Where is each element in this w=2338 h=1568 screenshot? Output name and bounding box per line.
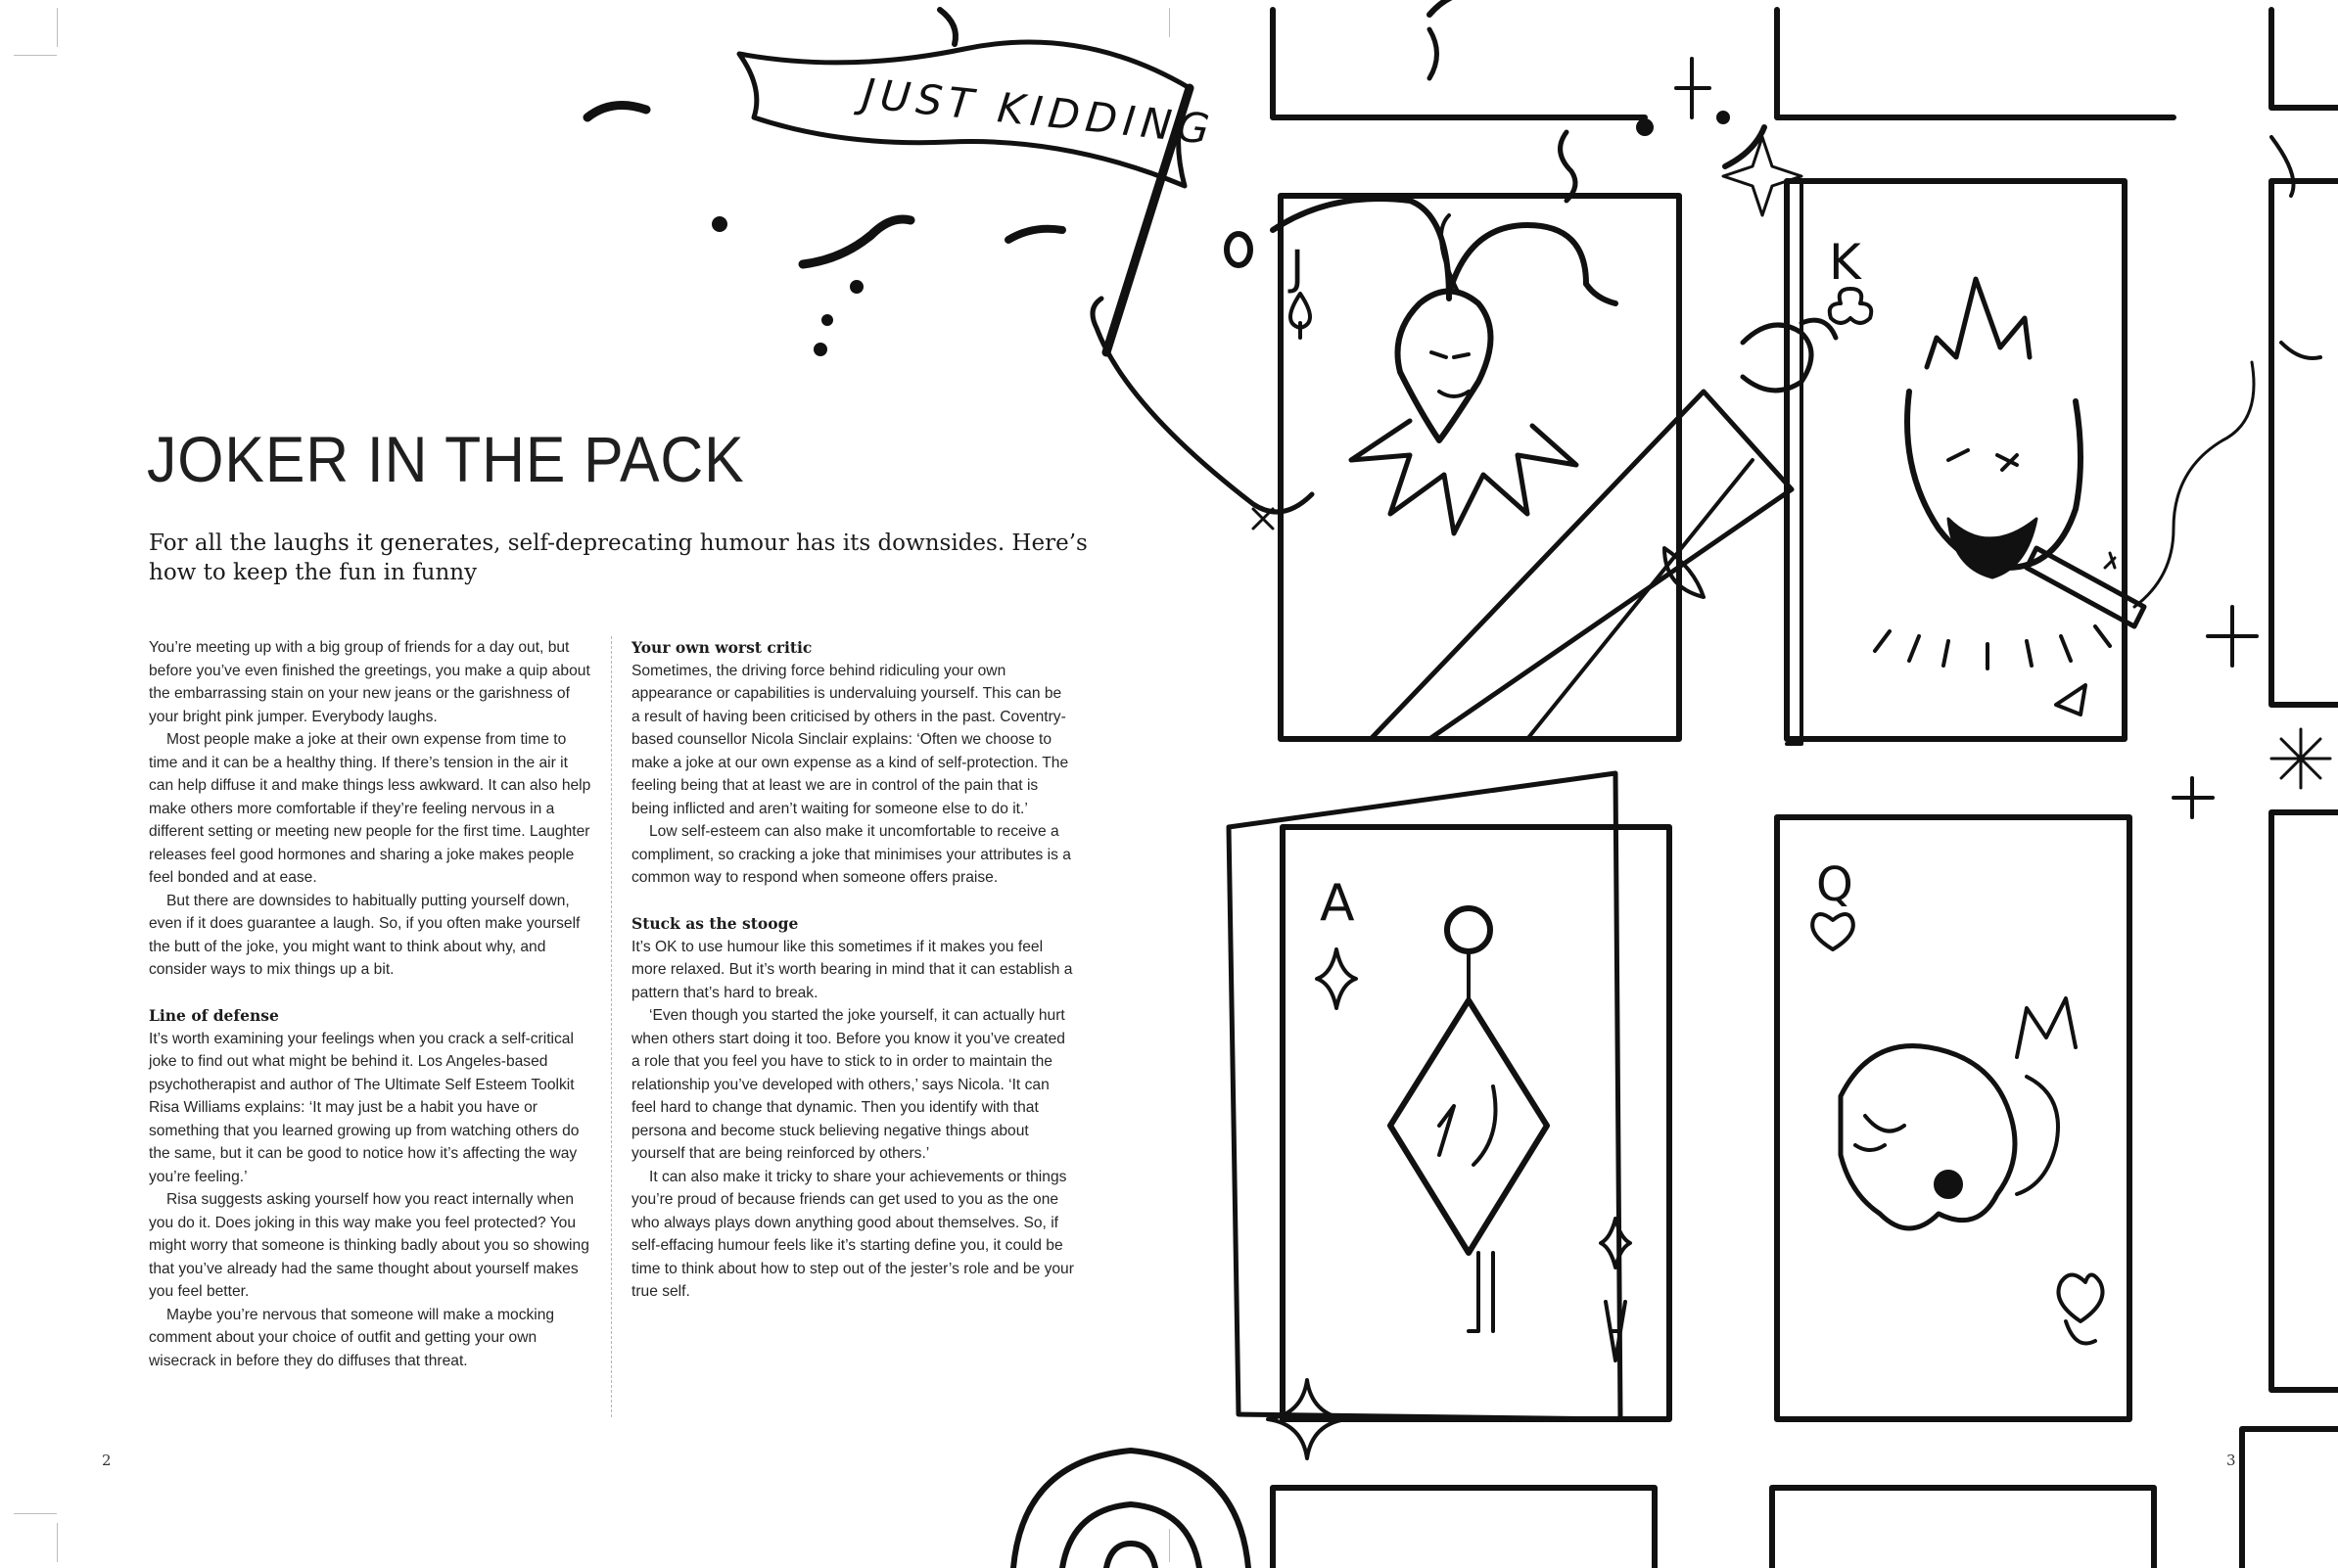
crop-mark	[14, 1513, 57, 1514]
confetti-squiggles	[587, 10, 1764, 353]
card-edges-bottom	[1013, 1429, 2338, 1568]
page-number-left: 2	[102, 1452, 112, 1469]
article-standfirst: For all the laughs it generates, self-deprecating humour has its downsides. Here’s how to keep the fun in funny	[149, 530, 1088, 585]
just-kidding-flag	[739, 42, 1217, 352]
card-rank: K	[1829, 234, 1861, 291]
crop-mark	[14, 55, 57, 56]
text-column-left	[149, 636, 591, 1372]
column-divider	[611, 636, 612, 1417]
card-rank: J	[1290, 241, 1305, 296]
banner-text: JUST KIDDING	[860, 69, 1218, 155]
body-paragraph: Low self-esteem can also make it uncomfortable to receive a compliment, so cracking a joke that minimises your attributes is a common way to respond when someone offers praise.	[631, 823, 1071, 886]
body-paragraph: Maybe you’re nervous that someone will make a mocking comment about your choice of outfit and getting your own wisecrack in before they do diffuses that threat.	[149, 1306, 555, 1369]
page-number-right: 3	[2226, 1452, 2236, 1469]
section-heading: Stuck as the stooge	[631, 914, 799, 933]
body-paragraph: Most people make a joke at their own expense from time to time and it can be a healthy thing. If there’s tension in the air it can help diffuse it and make things less awkward. It can also help make others more comfortable if they’re feeling nervous in a different setting or meeting new people for the first time. Laughter releases feel good hormones and sharing a joke makes people feel bonded and at ease.	[149, 731, 591, 886]
section-heading: Line of defense	[149, 1006, 279, 1025]
body-paragraph: It’s OK to use humour like this sometimes if it makes you feel more relaxed. But it’s worth bearing in mind that it can establish a pattern that’s hard to break.	[631, 938, 1073, 1001]
card-edges-top	[1273, 0, 2338, 117]
body-paragraph: Sometimes, the driving force behind ridiculing your own appearance or capabilities is undervaluing yourself. This can be a result of having been criticised by others in the past. Coventry-based counsellor Nicola Sinclair explains: ‘Often we choose to make a joke at our own expense as a kind of self-protection. The feeling being that at least we are in control of the pain that is being inflicted and aren’t waiting for someone else to do it.’	[631, 662, 1069, 817]
body-paragraph: But there are downsides to habitually putting yourself down, even if it does guarantee a laugh. So, if you often make yourself the butt of the joke, you might want to think about why, and consider ways to mix things up a bit.	[149, 892, 581, 978]
crop-mark	[1169, 8, 1170, 37]
sparkle-icon	[1268, 59, 2330, 1458]
crop-mark	[57, 1523, 58, 1562]
ace-card	[1229, 773, 1669, 1419]
queen-card	[1777, 817, 2129, 1419]
body-paragraph: ‘Even though you started the joke yourself, it can actually hurt when others start doing it too. Before you know it you’ve created a role that you feel you have to stick to in order to maintain the relationship you’ve developed with others,’ says Nicola. ‘It can feel hard to change that dynamic. Then you identify with that persona and become stuck believing negative things about yourself that are being reinforced by others.’	[631, 1007, 1065, 1162]
body-paragraph: You’re meeting up with a big group of friends for a day out, but before you’ve even finished the greetings, you make a quip about the embarrassing stain on your new jeans or the garishness of your bright pink jumper. Everybody laughs.	[149, 639, 590, 725]
section-heading: Your own worst critic	[631, 638, 813, 657]
card-rank: A	[1320, 874, 1355, 933]
card-rank: Q	[1816, 857, 1853, 912]
king-card	[1787, 181, 2254, 744]
body-paragraph: It can also make it tricky to share your achievements or things you’re proud of because friends can get used to you as the one who always plays down anything good about themselves. So, if self-effacing humour feels like it’s starting define you, it could be time to think about how to step out of the jester’s role and be your true self.	[631, 1168, 1074, 1300]
article-title: JOKER IN THE PACK	[147, 423, 745, 495]
jack-card	[1093, 196, 1836, 739]
card-edges-right	[2271, 137, 2338, 1390]
text-column-right	[631, 636, 1074, 1304]
crop-mark	[57, 8, 58, 47]
crop-mark	[1169, 1529, 1170, 1562]
body-paragraph: It’s worth examining your feelings when you crack a self-critical joke to find out what might be behind it. Los Angeles-based psychotherapist and author of The Ultimate Self Esteem Toolkit Risa Williams explains: ‘It may just be a habit you have or something that you learned growing up from watching others do the same, but it can be good to notice how it’s affecting the way you’re feeling.’	[149, 1030, 580, 1185]
body-paragraph: Risa suggests asking yourself how you react internally when you do it. Does joking in this way make you feel protected? You might worry that someone is thinking badly about you so showing that you’ve already had the same thought about yourself makes you feel better.	[149, 1191, 589, 1300]
